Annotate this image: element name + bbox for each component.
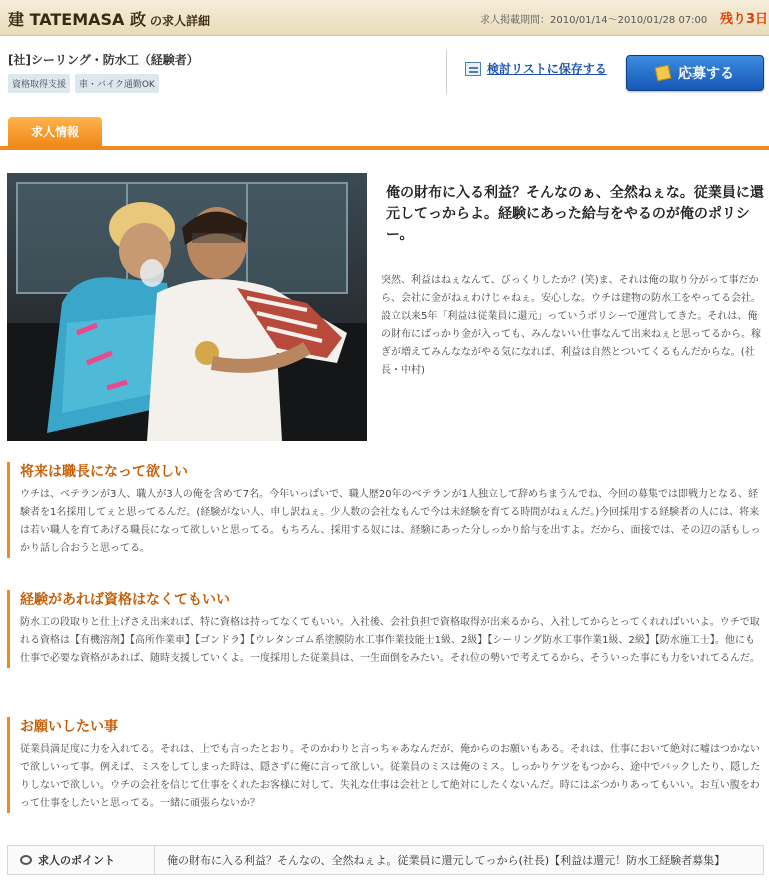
list-save-icon: [465, 62, 481, 76]
tab-job-info[interactable]: 求人情報: [8, 117, 102, 146]
section-body: 従業員満足度に力を入れてる。それは、上でも言ったとおり。そのかわりと言っちゃあなんだが、俺からのお願いもある。それは、仕事において絶対に嘘はつかないで欲しいって事。例えば、ミスをしてしまった時は、隠さずに俺に言って欲しい。従業員のミスは俺のミス。しっかりケツをもつから、途中でバックしたり、隠したりしないで欲しい。ウチの会社を信じて仕事をくれたお客様に対して、失礼な仕事は会社として絶対にしたくないんだ。時にはぶつかりあってもいい。お互い腹をわって仕事をしたいと思ってる。一緒に頑張らないか？: [20, 744, 761, 809]
header-divider: [446, 50, 447, 94]
job-point-text: 俺の財布に入る利益？そんなの、全然ねぇよ。従業員に還元してっから(社長)【利益は還元！防水工経験者募集】: [167, 854, 726, 867]
posting-period: 求人掲載期間：2010/01/14〜2010/01/28 07:00: [480, 15, 708, 26]
page-header: [0, 0, 769, 36]
section-body: ウチは、ベテランが3人、職人が3人の俺を含めて7名。今年いっぱいで、職人歴20年のベテランが1人独立して辞めちまうんでね、今回の募集では即戦力となる、経験者を1名採用してぇと思ってるんだ。(経験がない人、申し訳ねぇ。少人数の会社なもんで今は未経験を育てる時間がねぇんだ。)今回採用する経験者の人には、将来は若い職人を育てあげる職長になって欲しいと思ってる。もちろん、採用する奴には、経験にあった分しっかり給与を出すよ。だから、面接では、その辺の話もしっかり話し合おうと思ってる。: [20, 489, 761, 554]
job-point-label-cell: [8, 846, 155, 874]
section-heading: 将来は職長になって欲しい: [20, 464, 188, 480]
save-to-list-label[interactable]: 検討リストに保存する: [487, 62, 607, 76]
job-point-label: 求人のポイント: [38, 854, 115, 867]
company-suffix: の求人詳細: [150, 14, 211, 28]
job-tags: [8, 74, 159, 93]
section-requests: [7, 717, 764, 813]
job-title: [社]シーリング・防水工（経験者）: [8, 53, 199, 67]
feature-intro: 突然、利益はねぇなんて、びっくりしたか？(笑)ま、それは俺の取り分がって事だから、会社に金がねぇわけじゃねぇ。安心しな。ウチは建物の防水工をやってる会社。設立以来5年「利益は従業員に還元」っていうポリシーで運営してきた。それは、俺の財布にばっかり金が入っても、みんないい仕事なんて出来ねぇと思ってるから。稼ぎが増えてみんなながやる気になれば、利益は自然とついてくるもんだからな。(社長・中村): [381, 275, 761, 376]
apply-button-label: 応募する: [678, 66, 734, 82]
days-remaining-badge: 残り3日: [720, 12, 769, 27]
section-heading: 経験があれば資格はなくてもいい: [20, 592, 230, 608]
job-point-box: [7, 845, 764, 875]
section-qualifications: [7, 590, 764, 668]
company-title: [8, 7, 210, 30]
save-to-list-link[interactable]: [465, 60, 607, 77]
pencil-note-icon: [655, 65, 672, 82]
company-name: 建 TATEMASA 政: [8, 10, 147, 29]
section-heading: お願いしたい事: [20, 719, 118, 735]
tab-underline: [0, 146, 769, 150]
apply-button[interactable]: [626, 55, 764, 91]
feature-headline: 俺の財布に入る利益？そんなのぁ、全然ねぇな。従業員に還元してっからよ。経験にあった給与をやるのが俺のポリシー。: [386, 185, 764, 243]
section-body: 防水工の段取りと仕上げさえ出来れば、特に資格は持ってなくてもいい。入社後、会社負担で資格取得が出来るから、入社してからとってくれればいいよ。ウチで取れる資格は【有機溶剤】【高所作業車】【ゴンドラ】【ウレタンゴム系塗膜防水工事作業技能士1級、2級】【シーリング防水工事作業1級、2級】【防水施工士】。他にも仕事で必要な資格があれば、随時支援していくよ。一度採用した従業員は、一生面倒をみたい。それ位の勢いで考えてるから、そういった事にも力をいれてるんだ。: [20, 617, 760, 664]
job-tag: 車・バイク通勤OK: [75, 74, 159, 93]
speech-bubble-icon: [20, 855, 32, 865]
section-future-leader: [7, 462, 764, 558]
staff-photo-image: [7, 173, 367, 441]
staff-photo: [7, 173, 367, 441]
job-tag: 資格取得支援: [8, 74, 70, 93]
